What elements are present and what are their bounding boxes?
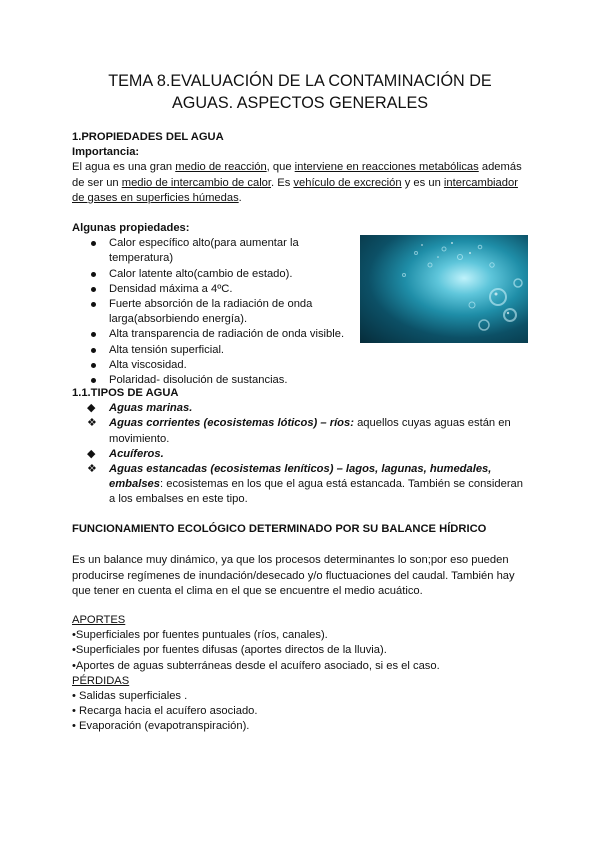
bullet-icon [91, 302, 96, 307]
section-properties [72, 130, 528, 206]
balance-paragraph: Es un balance muy dinámico, ya que los procesos determinantes lo son;por eso pueden producirse regímenes de inundación/desecado y/o fluctuaciones del caudal. También hay que tener en cuenta el clima en el que se encuentre el medio acuático. [72, 554, 515, 598]
aportes-item: •Superficiales por fuentes puntuales (ríos, canales). [72, 629, 328, 642]
list-item [72, 282, 362, 297]
properties-list [72, 236, 362, 388]
aportes-item: •Aportes de aguas subterráneas desde el acuífero asociado, si es el caso. [72, 659, 440, 672]
list-item-title: Aguas estancadas (ecosistemas leníticos) – lagos, lagunas, humedales, embalses [109, 463, 492, 491]
perdidas-item: • Evaporación (evapotranspiración). [72, 720, 250, 733]
water-types-list [72, 401, 528, 507]
perdidas-label: PÉRDIDAS [72, 674, 130, 687]
list-item-text: Polaridad- disolución de sustancias. [109, 374, 288, 387]
page-title [72, 71, 528, 114]
perdidas-item: • Recarga hacia el acuífero asociado. [72, 705, 258, 718]
underlined-term: medio de intercambio de calor [121, 176, 272, 189]
water-bubbles-image [360, 235, 528, 343]
title-line-2: AGUAS. ASPECTOS GENERALES [171, 93, 429, 112]
list-item [72, 401, 528, 416]
list-item-text: Fuerte absorción de la radiación de onda larga(absorbiendo energía). [109, 298, 313, 326]
list-item-text: aquellos cuyas aguas están en movimiento. [109, 417, 511, 445]
ornament-bullet-icon: ❖ [87, 463, 97, 476]
text-run: . [238, 191, 242, 204]
list-item [72, 447, 528, 462]
balance-paragraph-block [72, 553, 528, 600]
section-heading-types: 1.1.TIPOS DE AGUA [72, 387, 179, 399]
underlined-term: interviene en reacciones metabólicas [294, 161, 479, 174]
section-heading-balance: FUNCIONAMIENTO ECOLÓGICO DETERMINADO POR SU BALANCE HÍDRICO [72, 523, 487, 535]
underlined-term: vehículo de excreción [293, 176, 402, 189]
bullet-icon [91, 332, 96, 337]
list-item-title: Aguas marinas. [109, 402, 193, 415]
underlined-term: intercambiador de gases en superficies húmedas [72, 176, 518, 204]
aportes-label: APORTES [72, 614, 126, 626]
bullet-icon [91, 363, 96, 368]
list-item-text: Densidad máxima a 4ºC. [109, 282, 233, 295]
list-item-text: Calor específico alto(para aumentar la temperatura) [109, 237, 299, 265]
list-item [72, 358, 362, 373]
list-item-title: Aguas corrientes (ecosistemas lóticos) – ríos: [109, 417, 354, 430]
title-line-1: TEMA 8.EVALUACIÓN DE LA CONTAMINACIÓN DE [108, 72, 492, 90]
text-run: El agua es una gran [72, 161, 176, 174]
list-item-text: Calor latente alto(cambio de estado). [109, 267, 293, 280]
bullet-icon [91, 272, 96, 277]
importance-paragraph [72, 160, 528, 206]
aportes-item: •Superficiales por fuentes difusas (aportes directos de la lluvia). [72, 644, 387, 657]
bubbles-illustration [360, 235, 528, 343]
list-item-text: : ecosistemas en los que el agua está estancada. También se consideran a los embalses en este tipo. [109, 478, 523, 506]
perdidas-item: • Salidas superficiales . [72, 690, 188, 703]
text-run: además de ser un [72, 161, 522, 189]
ornament-bullet-icon: ❖ [87, 417, 97, 430]
section-water-types [72, 386, 528, 508]
list-item-text: Alta tensión superficial. [109, 343, 225, 356]
diamond-bullet-icon: ◆ [87, 402, 96, 415]
list-item [72, 267, 362, 282]
underlined-term: medio de reacción [175, 161, 267, 174]
section-balance [72, 522, 528, 537]
list-item-text: Alta viscosidad. [109, 358, 187, 371]
list-item [72, 416, 528, 446]
list-item [72, 462, 528, 508]
list-item-title: Acuíferos. [109, 447, 164, 460]
list-item [72, 327, 362, 342]
bullet-icon [91, 378, 96, 383]
list-item-text: Alta transparencia de radiación de onda visible. [109, 328, 345, 341]
diamond-bullet-icon: ◆ [87, 447, 96, 460]
properties-block [72, 221, 362, 388]
bullet-icon [91, 287, 96, 292]
properties-label: Algunas propiedades: [72, 222, 190, 234]
text-run: . Es [271, 176, 294, 189]
aportes-block [72, 613, 528, 735]
bullet-icon [91, 241, 96, 246]
list-item [72, 236, 362, 266]
bullet-icon [91, 348, 96, 353]
text-run: , que [266, 161, 295, 174]
text-run: y es un [401, 176, 444, 189]
importance-label: Importancia: [72, 146, 140, 159]
list-item [72, 297, 362, 327]
section-heading-properties: 1.PROPIEDADES DEL AGUA [72, 131, 224, 143]
list-item [72, 343, 362, 358]
